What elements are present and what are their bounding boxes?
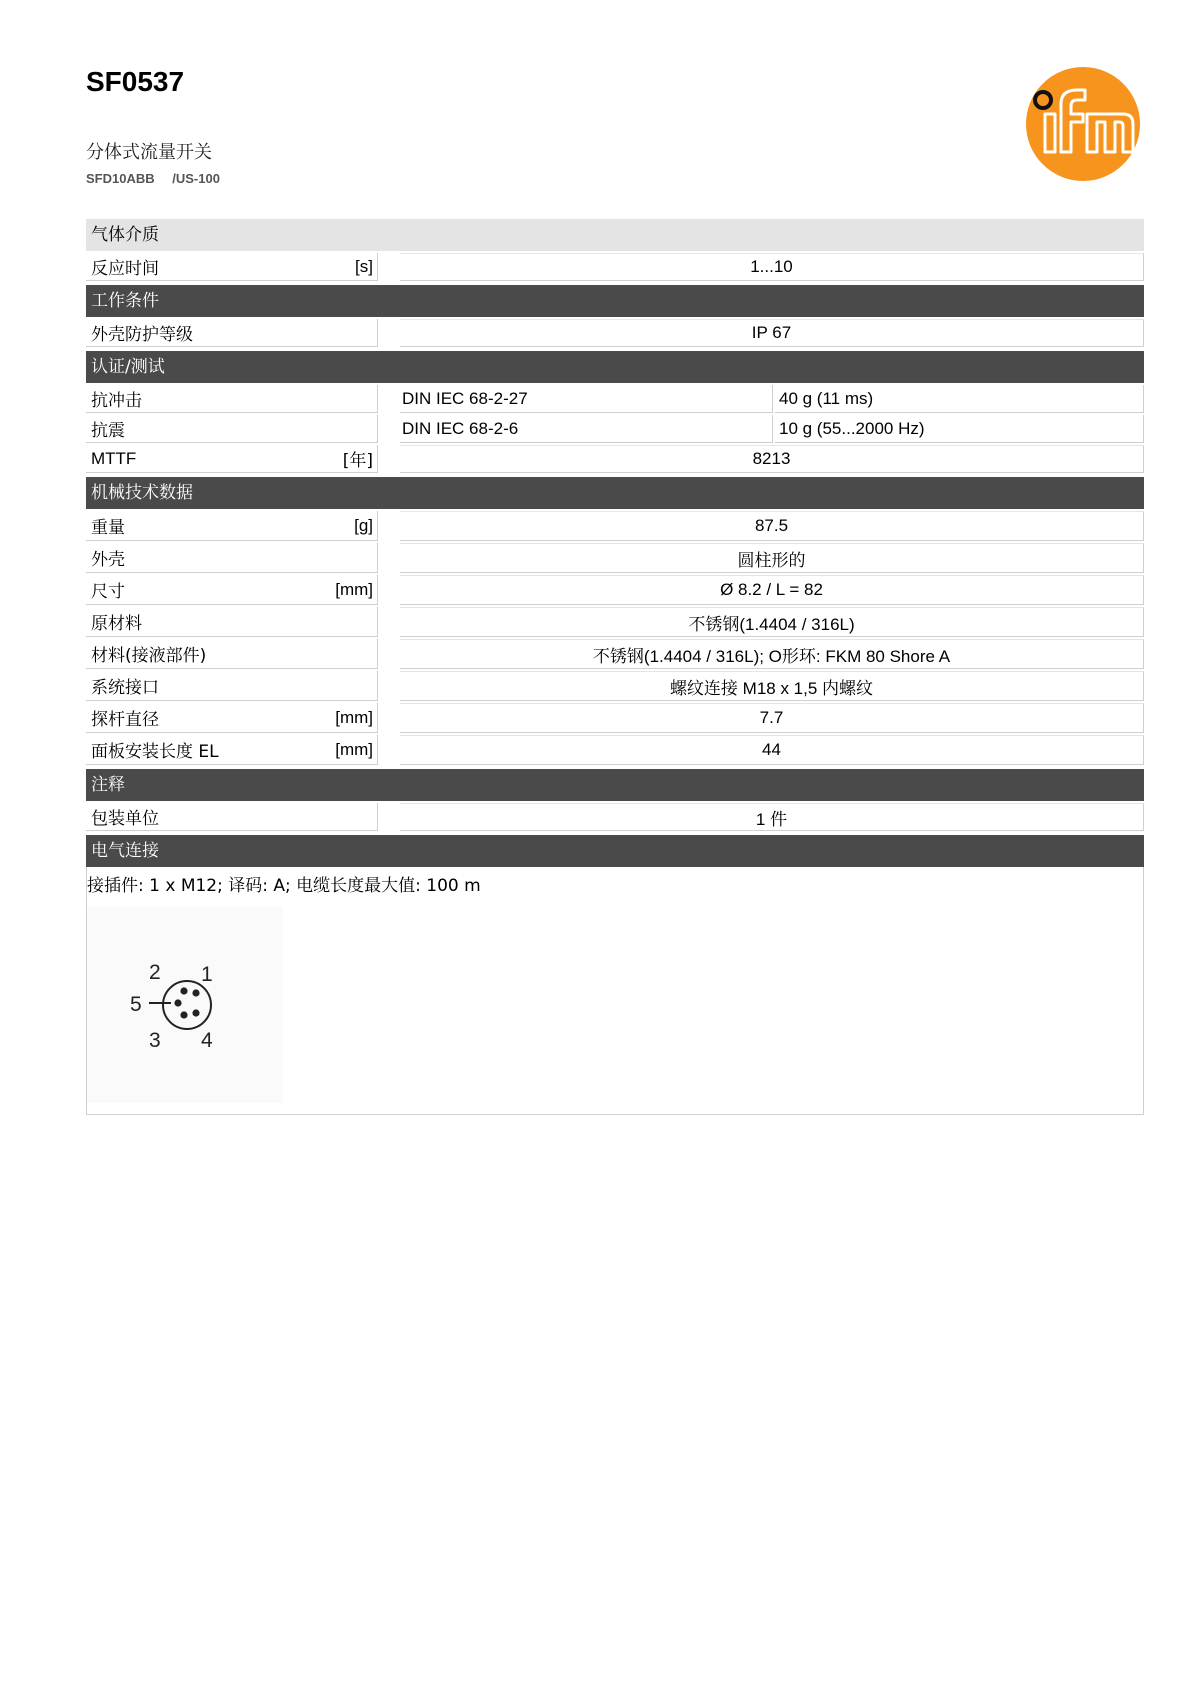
product-code: /US-100 [172,171,220,186]
pin-5-label: 5 [130,993,142,1016]
pin-1-dot [192,989,199,996]
spec-value: 87.5 [400,511,1144,541]
section-electrical-header: 电气连接 [86,835,1144,867]
spec-label-text: 重量 [91,518,125,538]
section-mechanical-header: 机械技术数据 [86,477,1144,509]
spec-label-text: 尺寸 [91,582,125,602]
spec-value: 8213 [400,445,1144,473]
spec-row [86,639,1144,669]
spec-label [86,575,378,605]
spec-value: 44 [400,735,1144,765]
data-sheet [86,219,1144,1115]
spec-unit: [g] [354,515,373,535]
spec-label-text: 反应时间 [91,259,159,279]
spec-unit: [mm] [335,579,373,599]
product-title: SF0537 [86,66,185,97]
section-medium-header: 气体介质 [86,219,1144,251]
pin-1-label: 1 [201,963,213,986]
spec-value: 不锈钢(1.4404 / 316L); O形环: FKM 80 Shore A [400,639,1144,669]
spec-label-text: 系统接口 [91,678,159,698]
spec-value: 7.7 [400,703,1144,733]
product-subtitle: 分体式流量开关 [86,142,212,163]
spec-label [86,703,378,733]
pin-4-dot [192,1009,199,1016]
spec-row [86,543,1144,573]
spec-label-text: 抗震 [91,421,125,441]
spec-standard: DIN IEC 68-2-6 [400,415,773,443]
spec-row [86,803,1144,831]
spec-value: 螺纹连接 M18 x 1,5 内螺纹 [400,671,1144,701]
spec-label [86,415,378,443]
pin-3-label: 3 [149,1029,161,1052]
spec-label-text: 外壳 [91,550,125,570]
spec-unit: [mm] [335,707,373,727]
spec-label [86,639,378,669]
spec-row [86,319,1144,347]
spec-label-text: 材料(接液部件) [91,646,207,666]
spec-label-text: 探杆直径 [91,710,159,730]
electrical-connection-panel [86,867,1144,1115]
spec-row [86,511,1144,541]
pin-2-label: 2 [149,961,161,984]
spec-unit: [s] [355,256,373,276]
spec-label [86,511,378,541]
section-notes-header: 注释 [86,769,1144,801]
spec-value: 1 件 [400,803,1144,831]
spec-label [86,735,378,765]
spec-unit: [年] [342,451,373,471]
spec-label [86,607,378,637]
spec-row [86,385,1144,413]
spec-value: 不锈钢(1.4404 / 316L) [400,607,1144,637]
product-code: SFD10ABB [86,171,155,186]
spec-row [86,607,1144,637]
spec-unit: [mm] [335,739,373,759]
spec-value: Ø 8.2 / L = 82 [400,575,1144,605]
spec-row [86,253,1144,281]
spec-value: 圆柱形的 [400,543,1144,573]
spec-standard: DIN IEC 68-2-27 [400,385,773,413]
spec-label [86,803,378,831]
spec-row [86,575,1144,605]
spec-label [86,543,378,573]
spec-value: 1...10 [400,253,1144,281]
m12-pin-layout-diagram [87,907,283,1103]
pin-5-dot [174,999,181,1006]
product-codes [86,171,234,186]
spec-label-text: 抗冲击 [91,391,142,411]
pin-4-label: 4 [201,1029,213,1052]
connection-description: 接插件: 1 x M12; 译码: A; 电缆长度最大值: 100 m [87,876,481,896]
spec-label [86,319,378,347]
ifm-logo [1023,64,1143,184]
pin-3-dot [180,1011,187,1018]
spec-value-pair [400,385,1144,413]
pin-diagram [87,907,283,1103]
spec-label [86,671,378,701]
section-operating-header: 工作条件 [86,285,1144,317]
spec-label-text: 原材料 [91,614,142,634]
spec-label [86,445,378,473]
spec-label-text: 面板安装长度 EL [91,742,219,762]
spec-row [86,445,1144,473]
spec-row [86,703,1144,733]
spec-value-pair [400,415,1144,443]
pin-2-dot [180,987,187,994]
spec-value: IP 67 [400,319,1144,347]
spec-label [86,253,378,281]
spec-value: 10 g (55...2000 Hz) [775,415,1144,443]
spec-row [86,735,1144,765]
spec-row [86,671,1144,701]
spec-label-text: 包装单位 [91,809,159,829]
spec-value: 40 g (11 ms) [775,385,1144,413]
spec-row [86,415,1144,443]
spec-label-text: 外壳防护等级 [91,325,193,345]
spec-label-text: MTTF [91,448,137,468]
spec-label [86,385,378,413]
section-tests-header: 认证/测试 [86,351,1144,383]
